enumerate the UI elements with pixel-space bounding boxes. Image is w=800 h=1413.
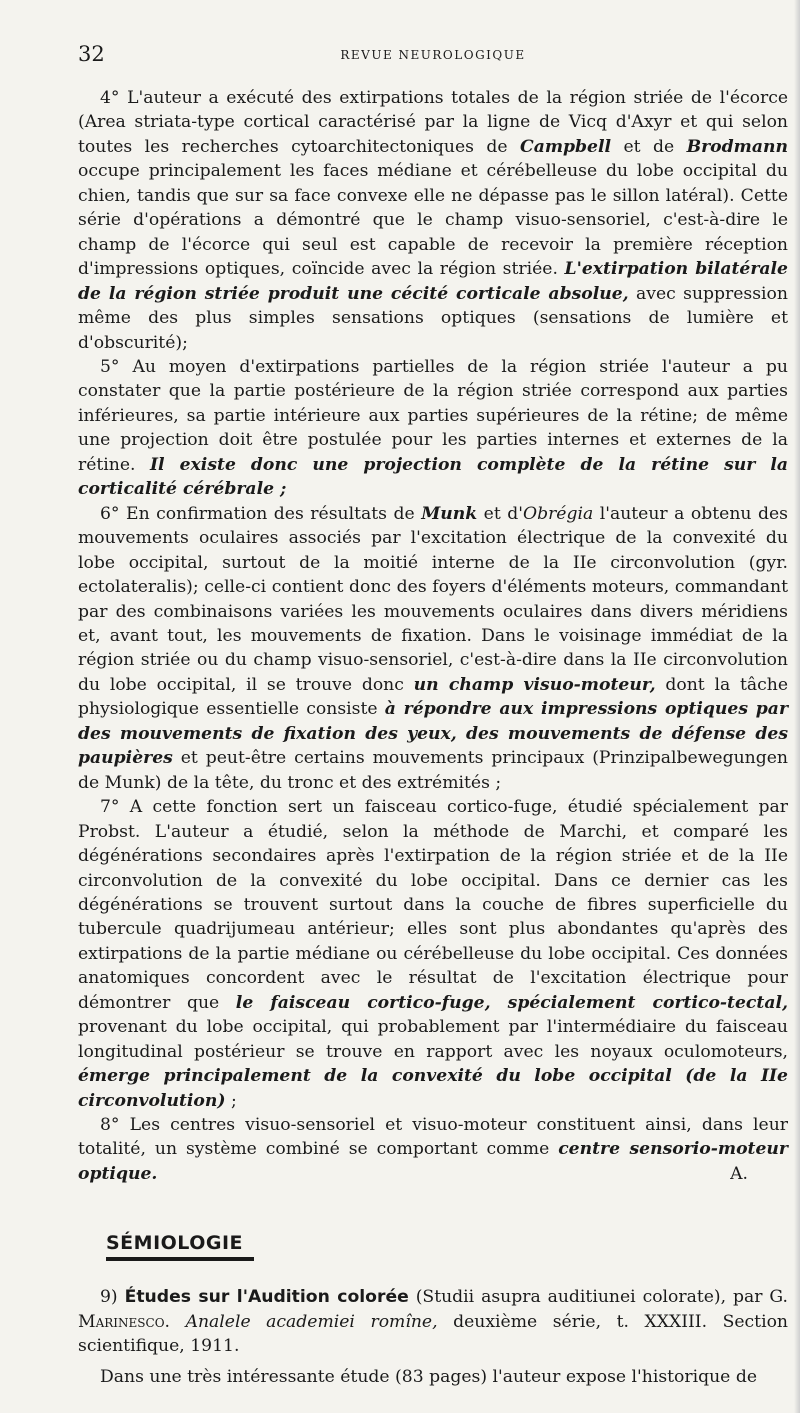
text-run: 7° A cette fonction sert un faisceau cortico-fuge, étudié spécialement par Probst. L'auteur a étudié, selon la méthode de Marchi, et comparé les dégénérations secondaires après l'extirpation de la région striée et de la IIe circonvolution de la convexité du lobe occipital. Dans ce dernier cas les dégénérations se trouvent surtout dans la couche de fibres superficielle du tubercule quadrijumeau antérieur; elles sont plus abondantes qu'après des extirpations de la partie médiane ou cérébelleuse du lobe occipital. Ces données anatomiques concordent avec le résultat de l'excitation électrique pour démontrer que (78, 797, 788, 1013)
signature-initial: A. (730, 1163, 748, 1184)
page-edge-shadow (794, 0, 800, 1413)
text-run: Dans une très intéressante étude (83 pages) l'auteur expose l'historique de (100, 1366, 757, 1387)
paragraph-8 (78, 1113, 788, 1186)
text-run: ; (225, 1090, 237, 1111)
paragraph-4 (78, 86, 788, 355)
text-run: dont la tâche physiologique essentielle consiste (78, 674, 789, 720)
text-run: 6° En confirmation des résultats de (100, 503, 422, 524)
text-run: (Studii asupra auditiunei colorate), par G. (408, 1287, 789, 1308)
author-name: Marinesco. (78, 1311, 171, 1332)
emphasis: centre sensorio-moteur optique. (78, 1139, 788, 1184)
text-run: 4° L'auteur a exécuté des extirpations totales de la région striée de l'écorce (Area striata-type cortical caractérisé par la ligne de Vicq d'Axyr et qui selon toutes les recherches cytoarchitectoniques de (78, 88, 788, 157)
journal-title: Analele academiei romîne, (185, 1311, 438, 1332)
paragraph-7 (78, 795, 788, 1113)
text-run: et peut-être certains mouvements principaux (Prinzipalbewegungen de Munk) de la tête, du tronc et des extrémités ; (78, 748, 788, 793)
author-name: Brodmann (686, 136, 788, 157)
running-title: REVUE NEUROLOGIQUE (340, 48, 526, 62)
emphasis: un champ visuo-moteur, (413, 674, 656, 695)
emphasis: le faisceau cortico-fuge, spécialement cortico-tectal, (235, 992, 788, 1013)
entry-number: 9) (100, 1287, 125, 1308)
text-run: provenant du lobe occipital, qui probablement par l'intermédiaire du faisceau longitudinal postérieur se trouve en rapport avec les noyaux oculomoteurs, (78, 1017, 788, 1062)
text-run: et de (611, 136, 687, 157)
document-page (78, 36, 789, 1387)
page-number: 32 (78, 42, 105, 66)
text-run: deuxième série, t. XXXIII. Section scientifique, 1911. (78, 1311, 788, 1357)
text-run (170, 1312, 186, 1332)
text-run: 8° Les centres visuo-sensoriel et visuo-moteur constituent ainsi, dans leur totalité, un système combiné se comportant comme (78, 1115, 788, 1160)
paragraph-5 (78, 355, 788, 502)
paragraph-9 (78, 1285, 788, 1358)
section-title: SÉMIOLOGIE (106, 1232, 244, 1255)
paragraph-6 (78, 502, 788, 795)
section-heading (106, 1232, 788, 1261)
emphasis: L'extirpation bilatérale de la région striée produit une cécité corticale absolue, (78, 259, 788, 304)
entry-title: Études sur l'Audition colorée (124, 1287, 409, 1308)
author-name: Campbell (520, 136, 612, 157)
author-name: Obrégia (522, 503, 594, 524)
text-run: et d' (477, 503, 523, 524)
emphasis: émerge principalement de la convexité du lobe occipital (de la IIe circonvolution) (78, 1066, 788, 1111)
paragraph-10 (78, 1365, 788, 1389)
text-run: avec suppression même des plus simples sensations optiques (sensations de lumière et d'obscurité); (78, 283, 788, 353)
emphasis: Il existe donc une projection complète de la rétine sur la corticalité cérébrale ; (78, 454, 788, 500)
text-run: 5° Au moyen d'extirpations partielles de la région striée l'auteur a pu constater que la partie postérieure de la région striée correspond aux parties inférieures, sa partie intérieure aux parties supérieures de la rétine; de même une projection doit être postulée pour les parties internes et externes de la rétine. (78, 356, 788, 475)
page-header (78, 36, 788, 66)
body-text (78, 86, 788, 1389)
section-underline (106, 1257, 254, 1261)
emphasis: à répondre aux impressions optiques par des mouvements de fixation des yeux, des mouvements de défense des paupières (78, 699, 788, 769)
author-name: Munk (421, 503, 478, 524)
text-run: l'auteur a obtenu des mouvements oculaires associés par l'excitation électrique de la convexité du lobe occipital, surtout de la moitié interne de la IIe circonvolution (gyr. ectolateralis); celle-ci contient donc des foyers d'éléments moteurs, commandant par des combinaisons variées les mouvements oculaires dans divers méridiens et, avant tout, les mouvements de fixation. Dans le voisinage immédiat de la région striée ou du champ visuo-sensoriel, c'est-à-dire dans la IIe circonvolution du lobe occipital, il se trouve donc (78, 503, 789, 695)
text-run: occupe principalement les faces médiane et cérébelleuse du lobe occipital du chien, tandis que sur sa face convexe elle ne dépasse pas le sillon latéral). Cette série d'opérations a démontré que le champ visuo-sensoriel, c'est-à-dire le champ de l'écorce qui seul est capable de recevoir la première réception d'impressions optiques, coïncide avec la région striée. (78, 161, 788, 280)
